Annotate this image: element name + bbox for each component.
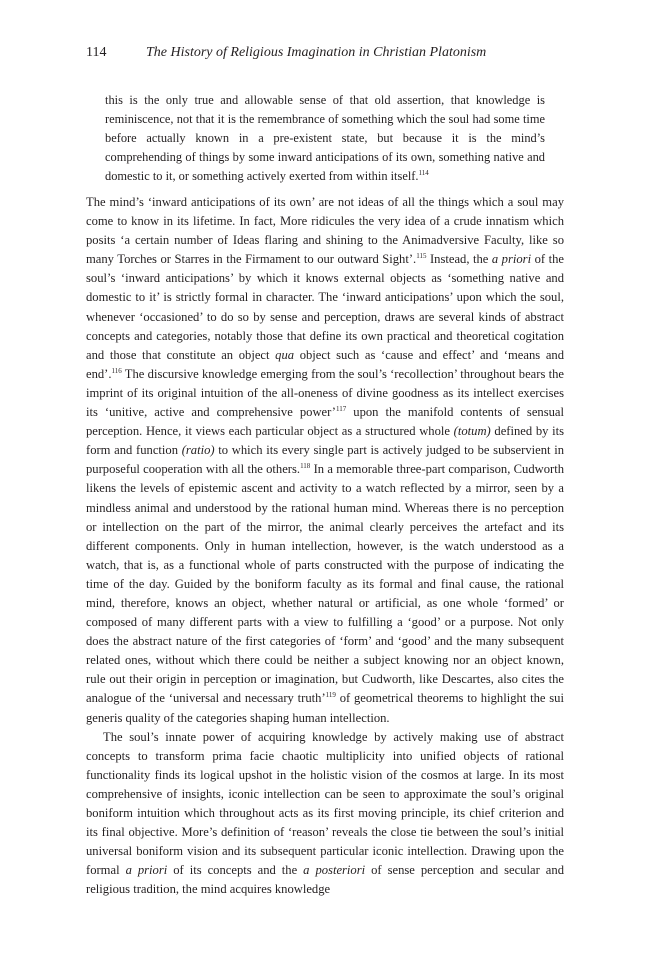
text-run: The discursive knowledge emerging from the soul’s ‘recollection’ throughout bears the imprint of its original intuition of the all-oneness of divine goodness as its intellect exercises its ‘unitive, active and comprehensive power’ [86,366,564,420]
italic-text: a priori [125,863,168,878]
running-header [86,44,564,62]
footnote-ref[interactable]: 115 [416,252,427,261]
footnote-ref[interactable]: 119 [325,691,336,700]
text-run: upon the manifold contents of sensual perception. Hence, it views each particular object as a structured whole [86,405,565,439]
footnote-ref[interactable]: 116 [111,366,122,375]
text-run: Instead, the [426,252,492,267]
text-run: this is the only true and allowable sense of that old assertion, that knowledge is reminiscence, not that it is the remembrance of something which the soul had some time before actually known in a pre-existent state, but because it is the mind’s comprehending of things by some inward anticipations of its own, something native and domestic to it, or something actively exerted from within itself. [105,93,545,183]
text-run: The mind’s ‘inward anticipations of its own’ are not ideas of all the things which a soul may come to know in its lifetime. In fact, More ridicules the very idea of a crude innatism which posits ‘a certain number of Ideas flaring and shining to the Animadversive Faculty, like so many Torches or Starres in the Firmament to our outward Sight’. [86,195,564,267]
italic-text: a posteriori [303,863,366,878]
italic-text: qua [275,347,295,362]
text-run: defined by its form and function [86,424,564,458]
paragraph [86,193,564,728]
italic-text: (totum) [453,424,491,439]
footnote-ref[interactable]: 114 [418,169,429,177]
footnote-ref[interactable]: 117 [336,405,347,414]
italic-text: (ratio) [181,443,215,458]
text-run: of its concepts and the [167,863,304,878]
text-run: The soul’s innate power of acquiring knowledge by actively making use of abstract concepts to transform prima facie chaotic multiplicity into unified objects of rational functionality finds its logical upshot in the holistic vision of the cosmos at large. In its most comprehensive of insights, iconic intellection can be seen to approximate the soul’s original boniform intuition which throughout acts as its first moving principle, its chief criterion and its final objective. More’s definition of ‘reason’ reveals the close tie between the soul’s initial universal boniform vision and its subsequent particular iconic intellection. Drawing upon the formal [86,729,564,878]
running-title: The History of Religious Imagination in Christian Platonism [146,45,487,60]
paragraph [86,728,564,900]
block-quote [105,91,545,186]
italic-text: a priori [491,252,532,267]
body-text [86,193,564,899]
text-run: In a memorable three-part comparison, Cudworth likens the levels of epistemic ascent and activity to a watch reflected by a mirror, seen by a mindless animal and understood by the rational human mind. Whereas there is no perception or intellection on the part of the mirror, the animal clearly perceives the artefact and its different components. Only in human intellection, however, is the watch understood as a watch, that is, as a functional whole of parts constructed with the purpose of indicating the time of the day. Guided by the boniform faculty as its formal and final cause, the rational mind, therefore, knows an object, whether natural or artificial, as one whole ‘formed’ or composed of many different parts with a view to fulfilling a ‘good’ or a purpose. Not only does the abstract nature of the first categories of ‘form’ and ‘good’ and the many subsequent related ones, without which there could be neither a subject knowing nor an object known, rule out their origin in perception or imagination, but Cudworth, like Descartes, also cites the analogue of the ‘universal and necessary truth’ [86,462,565,706]
text-run: to which its every single part is actively judged to be subservient in purposeful cooperation with all the others. [86,443,565,477]
footnote-ref[interactable]: 118 [300,462,311,471]
text-run: of the soul’s ‘inward anticipations’ by which it knows external objects as ‘something native and domestic to it’ is strictly formal in character. The ‘inward anticipations’ upon which the soul, whenever ‘occasioned’ to do so by sense and perception, draws are several kinds of abstract concepts and categories, notably those that define its own practical and theoretical cogitation and those that constitute an object [86,252,564,362]
page-number: 114 [86,45,107,60]
text-run: of geometrical theorems to highlight the sui generis quality of the categories shaping human intellection. [86,691,564,725]
text-run: object such as ‘cause and effect’ and ‘means and end’. [86,347,565,381]
text-run: of sense perception and secular and religious tradition, the mind acquires knowledge [86,863,564,897]
